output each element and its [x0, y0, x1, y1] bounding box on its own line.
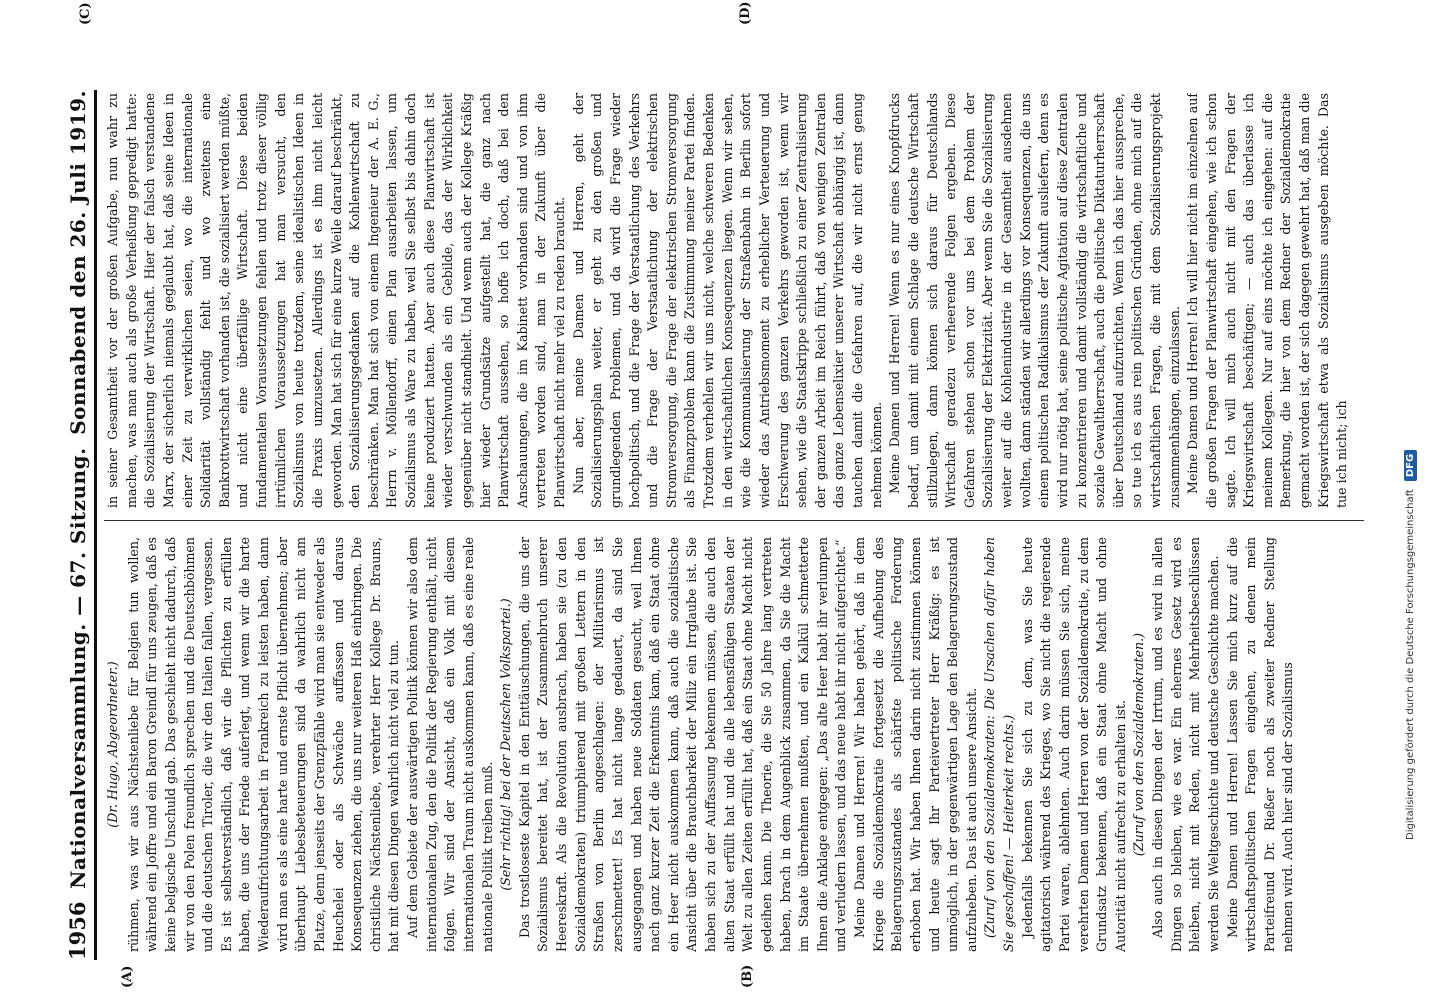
session-date: Sonnabend den 26. Juli 1919.	[66, 90, 90, 435]
paragraph: Also auch in diesen Dingen der Irrtum, und es wird in allen Dingen so bleiben, wie es war. Ein ehernes Gesetz wird es bleiben, nicht mit Reden, nicht mit Mehrheitsbeschlüssen werden Sie Weltgeschichte und deutsche Geschichte machen.	[1150, 537, 1221, 952]
dfg-logo: DFG	[1404, 450, 1417, 481]
paragraph: Meine Damen und Herren! Wir haben gehört, daß in dem Kriege die Sozialdemokratie fortgesetzt die Aufhebung des Belagerungszustandes als schärfste politische Forderung erhoben hat. Wir haben Ihnen darin nicht zustimmen können und heute sagt Ihr Parteivertreter Herr Kräßig: es ist unmöglich, in der gegenwärtigen Lage den Belagerungszustand aufzuheben. Das ist auch unsere Ansicht.	[852, 537, 979, 952]
right-column	[104, 93, 1374, 508]
paragraph: Jedenfalls bekennen Sie sich zu dem, was Sie heute agitatorisch während des Krieges, wo Sie nicht die regierende Partei waren, ablehnten. Auch darin müssen Sie sich, meine verehrten Damen und Herren von der Sozialdemokratie, zu dem Grundsatz bekennen, daß ein Staat ohne Macht und ohne Autorität nicht aufrecht zu erhalten ist.	[1019, 537, 1128, 952]
paragraph: in seiner Gesamtheit vor der großen Aufgabe, nun wahr zu machen, was man auch als große Verheißung gepredigt hatte: die Sozialisierung der Wirtschaft. Hier der falsch verstandene Marx, der sicherlich niemals geglaubt hat, daß seine Ideen in einer Zeit zu verwirklichen seien, wo die internationale Solidarität vollständig fehlt und wo zweitens eine Bankrottwirtschaft vorhanden ist, die sozialisiert werden müßte, und nicht eine überfällige Wirtschaft. Diese beiden fundamentalen Voraussetzungen fehlen und trotz dieser völlig irrtümlichen Voraussetzungen hat man versucht, den Sozialismus von heute trotzdem, seine idealistischen Ideen in die Praxis umzusetzen. Allerdings ist es ihm nicht leicht geworden. Man hat sich für eine kurze Weile darauf beschränkt, den Sozialisierungsgedanken auf die Kohlenwirtschaft zu beschränken. Man hat sich von einem Ingenieur der A. E. G., Herrn v. Möllendorff, einen Plan ausarbeiten lassen, um Sozialismus als Ware zu haben, weil Sie selbst bis dahin doch keine produziert hatten. Aber auch diese Planwirtschaft ist wieder verschwunden als ein Gebilde, das der Wirklichkeit gegenüber nicht standhielt. Und wenn auch der Kollege Kräßig hier wieder Grundsätze aufgestellt hat, die ganz nach Planwirtschaft aussehen, so hoffe ich doch, daß bei den Anschauungen, die im Kabinett vorhanden sind und von ihm vertreten worden sind, man in der Zukunft über die Planwirtschaft nicht mehr viel zu reden braucht.	[105, 93, 567, 508]
left-column	[104, 537, 1374, 952]
paragraph: Meine Damen und Herren! Ich will hier nicht im einzelnen auf die großen Fragen der Planwirtschaft eingehen, wie ich schon sagte. Ich will mich auch nicht mit den Fragen der Kriegswirtschaft beschäftigen; — auch das überlasse ich meinem Kollegen. Nur auf eins möchte ich eingehen: auf die Bemerkung, die hier von dem Redner der Sozialdemokratie gemacht worden ist, der sich dagegen gewehrt hat, daß man die Kriegswirtschaft etwa als Sozialismus ausgeben möchte. Das tue ich nicht; ich	[1185, 93, 1350, 508]
margin-marker-a: (A)	[120, 965, 135, 988]
page-number: 1956	[65, 901, 90, 960]
page-header	[50, 90, 97, 960]
speaker-label: (Dr. Hugo, Abgeordneter.)	[105, 661, 120, 828]
interjection-note: (Zuruf von den Sozialdemokraten.)	[1131, 632, 1147, 857]
paragraph: Meine Damen und Herren! Lassen Sie mich kurz auf die wirtschaftspolitischen Fragen eingehen, zu denen mein Parteifreund Dr. Rießer noch als zweiter Redner Stellung nehmen wird. Auch hier sind der Sozialismus	[1224, 537, 1296, 952]
paragraph: rühmen, was wir aus Nächstenliebe für Belgien tun wollen, während ein Joffre und ein Baron Greindl für uns zeugen, daß es keine belgische Unschuld gab. Das geschieht nicht dadurch, daß wir von den Polen freundlich sprechen und die Deutschböhmen und die deutschen Tiroler, die wir den Italien fallen, vergessen. Es ist selbstverständlich, daß wir die Pflichten zu erfüllen haben, die uns der Friede auferlegt, und wenn wir die harte Wiederaufrichtungsarbeit in Frankreich zu leisten haben, dann wird man es als eine harte und ernste Pflicht übernehmen; aber überhaupt Liebesbeteuerungen sind da wahrlich nicht am Platze, denn jenseits der Grenzpfähle wird man sie entweder als Heuchelei oder als Schwäche auffassen und daraus Konsequenzen ziehen, die uns nur weiteren Haß einbringen. Die christliche Nächstenliebe, verehrter Herr Kollege Dr. Brauns, hat mit diesen Dingen wahrlich nicht viel zu tun.	[125, 537, 402, 952]
column-divider	[104, 520, 1364, 521]
interjection-note: (Zuruf von den Sozialdemokraten: Die Ursachen dafür haben Sie geschaffen! — Heiterkeit rechts.)	[982, 537, 1016, 952]
digitization-credit	[1404, 0, 1417, 840]
applause-note: (Sehr richtig! bei der Deutschen Volkspartei.)	[498, 598, 514, 891]
paragraph: Auf dem Gebiete der auswärtigen Politik können wir also dem internationalen Zug, den die Politik der Regierung enthält, nicht folgen. Wir sind der Ansicht, daß ein Volk mit diesem internationalen Traum nicht auskommen kann, daß es eine reale nationale Politik treiben muß.	[405, 537, 495, 952]
paragraph: Nun aber, meine Damen und Herren, geht der Sozialisierungsplan weiter, er geht zu den großen und grundlegenden Problemen, und da wird die Frage wieder hochpolitisch, und die Frage der Verstaatlichung des Verkehrs und die Frage der Verstaatlichung der elektrischen Stromversorgung, die Frage der elektrischen Stromversorgung als Finanzproblem kann die Zustimmung meiner Partei finden. Trotzdem verhehlen wir uns nicht, welche schweren Bedenken in den wirtschaftlichen Konsequenzen liegen. Wenn wir sehen, wie die Kommunalisierung der Straßenbahn in Berlin sofort wieder das Antriebsmoment zu erheblicher Verteuerung und Erschwerung des ganzen Verkehrs geworden ist, wenn wir sehen, wie die Staatskrippe schließlich zu einer Zentralisierung der ganzen Arbeit im Reich führt, daß von wenigen Zentralen das ganze Lebenselixier unserer Wirtschaft abhängig ist, dann tauchen damit die Gefahren auf, die wir nicht ernst genug nehmen können.	[570, 93, 884, 508]
margin-marker-d: (D)	[738, 1, 753, 25]
margin-marker-c: (C)	[78, 2, 93, 25]
credit-text: Digitalisierung gefördert durch die Deutsche Forschungsgemeinschaft	[1405, 489, 1416, 840]
paragraph: Meine Damen und Herren! Wenn es nur eines Knopfdrucks bedarf, um damit mit einem Schlage die deutsche Wirtschaft stillzulegen, dann können sich daraus für Deutschlands Wirtschaft geradezu verheerende Folgen ergeben. Diese Gefahren stehen schon vor uns bei dem Problem der Sozialisierung der Elektrizität. Aber wenn Sie die Sozialisierung weiter auf die Kohlenindustrie in der Gesamtheit ausdehnen wollten, dann ständen wir allerdings vor Konsequenzen, die uns einem politischen Radikalismus der Zukunft ausliefern, denn es wird nur nötig hat, seine politische Agitation auf diese Zentralen zu konzentrieren und damit vollständig die wirtschaftliche und soziale Gewaltherrschaft, auch die politische Diktaturherrschaft über Deutschland aufzurichten. Wenn ich das hier ausspreche, so tue ich es aus rein politischen Gründen, ohne mich auf die wirtschaftlichen Fragen, die mit dem Sozialisierungsprojekt zusammenhängen, einzulassen.	[887, 93, 1182, 508]
margin-marker-b: (B)	[740, 964, 755, 988]
session-title: Nationalversammlung. — 67. Sitzung.	[66, 447, 90, 889]
paragraph: Das trostloseste Kapitel in den Enttäuschungen, die uns der Sozialismus bereitet hat, ist der Zusammenbruch unserer Heereskraft. Als die Revolution ausbrach, haben sie (zu den Sozialdemokraten) triumphierend mit großen Lettern in den Straßen von Berlin angeschlagen: der Militarismus ist zerschmettert! Es hat nicht lange gedauert, da sind Sie ausgegangen und haben neue Soldaten gesucht, weil Ihnen nach ganz kurzer Zeit die Erkenntnis kam, daß ein Staat ohne ein Heer nicht auskommen kann, daß auch die sozialistische Ansicht über die Brauchbarkeit der Miliz ein Irrglaube ist. Sie haben sich zu der Auffassung bekennen müssen, die auch den alten Staat erfüllt hat und die alle lebensfähigen Staaten der Welt zu allen Zeiten erfüllt hat, daß ein Staat ohne Macht nicht gedeihen kann. Die Theorie, die Sie 50 Jahre lang vertreten haben, brach in dem Augenblick zusammen, da Sie die Macht im Staate übernehmen mußten, und ein Kalkül schmetterte Ihnen die Anklage entgegen: „Das alte Heer habt ihr verlumpen und verludern lassen, und das neue habt ihr nicht aufgerichtet.“	[516, 537, 849, 952]
